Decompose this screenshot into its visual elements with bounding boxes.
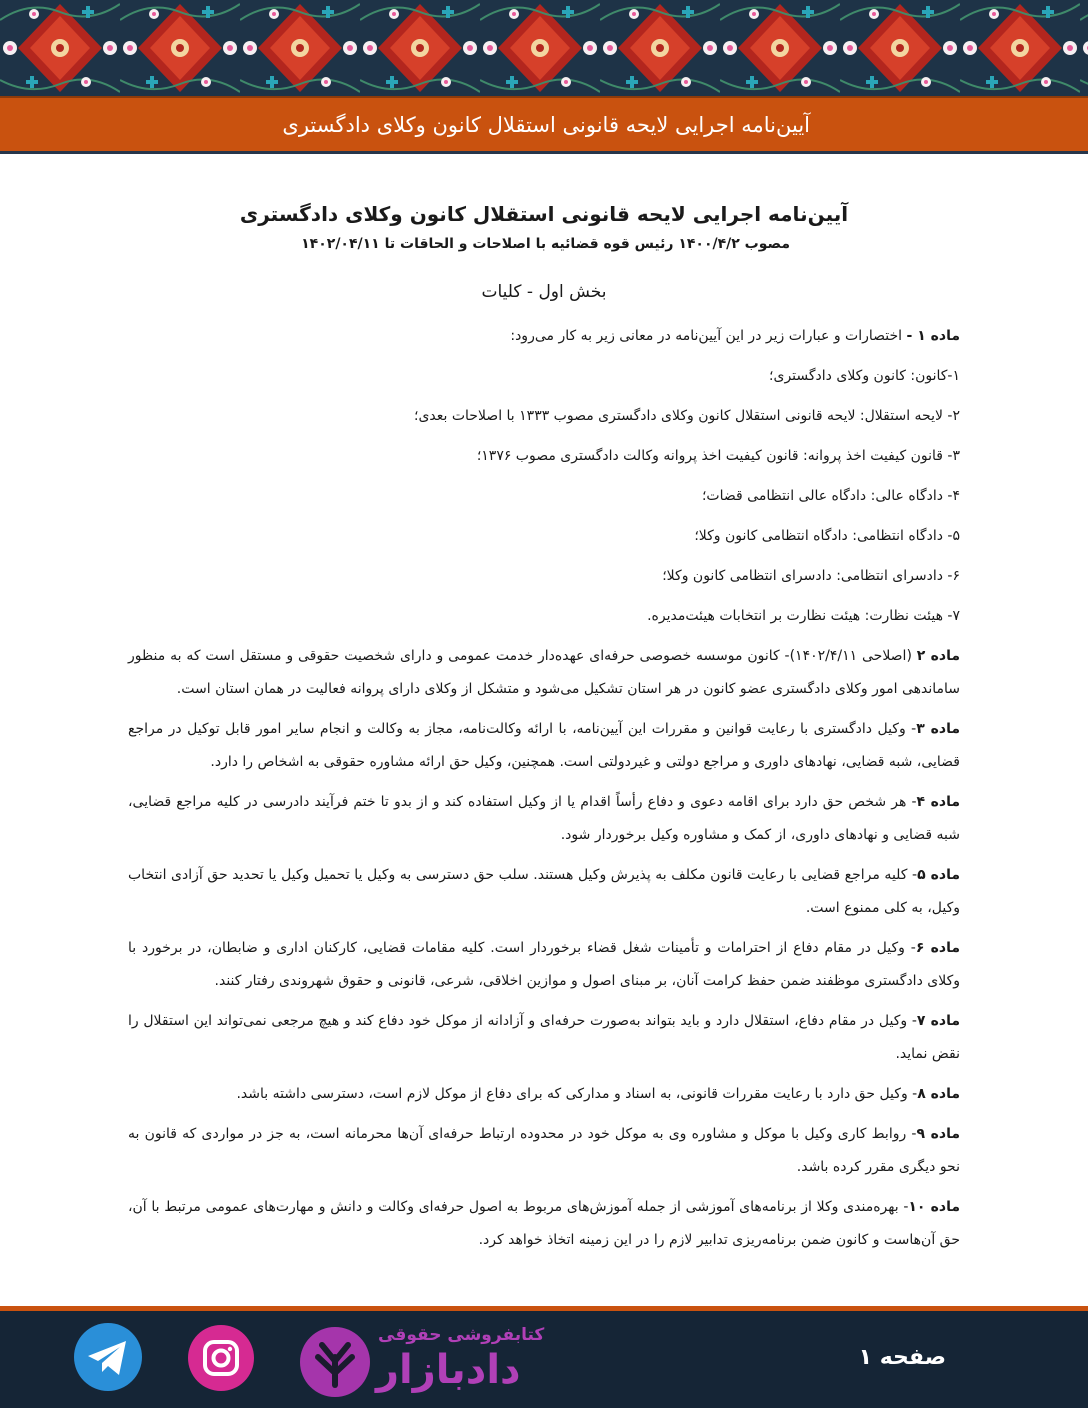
article-text: - وکیل حق دارد با رعایت مقررات قانونی، به اسناد و مدارکی که برای دفاع از موکل لازم است، دسترسی داشته باشد. [236, 1086, 918, 1102]
definition-item [128, 440, 960, 473]
article-text: - کلیه مراجع قضایی با رعایت قانون مکلف به پذیرش وکیل هستند. سلب حق دسترسی به وکیل یا تحمیل وکیل یا تحدید حق آزادی انتخاب وکیل، به کلی ممنوع است. [128, 867, 960, 916]
document-body [128, 170, 960, 1264]
article-label: ماده ۳ [916, 721, 960, 737]
brand-name: دادبازار [376, 1347, 521, 1393]
article-text: - وکیل دادگستری با رعایت قوانین و مقررات این آیین‌نامه، با ارائه وکالت‌نامه، مجاز به وکالت و انجام سایر امور قابل توکیل در مراجع قضایی، شبه قضایی، نهادهای داوری و مراجع دولتی و غیردولتی است. همچنین، وکیل حق ارائه مشاوره حقوقی به اشخاص را دارد. [128, 721, 960, 770]
ornamental-banner [0, 0, 1088, 96]
article-label: ماده ۵ [917, 867, 961, 883]
banner-title-bar [0, 96, 1088, 154]
brand-logo-icon [300, 1327, 370, 1397]
brand-tagline: کتابفروشی حقوقی [378, 1325, 545, 1345]
article-paragraph [128, 1005, 960, 1071]
article-label: ماده ۱۰ [908, 1199, 961, 1215]
article-label: ماده ۹ [916, 1126, 960, 1142]
brand-block[interactable] [300, 1321, 570, 1405]
article-label: ماده ۶ [915, 940, 960, 956]
section-title: بخش اول - کلیات [481, 282, 607, 302]
article-text: (اصلاحی ۱۴۰۲/۴/۱۱)- کانون موسسه خصوصی حرفه‌ای عهده‌دار خدمت عمومی و دارای شخصیت حقوقی و مستقل است که به منظور ساماندهی امور وکلای دادگستری عضو کانون در هر استان تشکیل می‌شود و متشکل از وکلای دارای پروانه فعالیت در همان استان است. [128, 648, 960, 697]
floral-pattern [0, 0, 1088, 96]
article-text: ۲- لایحه استقلال: لایحه قانونی استقلال کانون وکلای دادگستری مصوب ۱۳۳۳ با اصلاحات بعدی؛ [414, 408, 960, 424]
article-paragraph [128, 1118, 960, 1184]
article-list [128, 320, 960, 1257]
article-label: ماده ۸ [917, 1086, 960, 1102]
document-subtitle: مصوب ۱۴۰۰/۴/۲ رئیس قوه قضائیه با اصلاحات و الحاقات تا ۱۴۰۲/۰۴/۱۱ [301, 236, 790, 252]
article-text: ۷- هیئت نظارت: هیئت نظارت بر انتخابات هیئت‌مدیره. [647, 608, 960, 624]
article-text: اختصارات و عبارات زیر در این آیین‌نامه در معانی زیر به کار می‌رود: [510, 328, 907, 344]
definition-item [128, 360, 960, 393]
article-label: ماده ۷ [916, 1013, 961, 1029]
article-paragraph [128, 932, 960, 998]
article-text: ۶- دادسرای انتظامی: دادسرای انتظامی کانون وکلا؛ [662, 568, 960, 584]
article-text: - وکیل در مقام دفاع از احترامات و تأمینات شغل قضاء برخوردار است. کلیه مقامات قضایی، کارکنان اداری و ضابطان، در برخورد با وکلای دادگستری موظفند ضمن حفظ کرامت آنان، بر مبنای اصول و موازین اخلاقی، شرعی، قانونی و حقوق شهروندی رفتار کنند. [128, 940, 960, 989]
article-paragraph [128, 786, 960, 852]
page-number: صفحه ۱ [858, 1345, 946, 1370]
article-text: - روابط کاری وکیل با موکل و مشاوره وی به موکل خود در محدوده ارتباط حرفه‌ای آن‌ها محرمانه است، به جز در مواردی که قانون به نحو دیگری مقرر کرده باشد. [128, 1126, 960, 1175]
article-paragraph [128, 640, 960, 706]
article-text: - بهره‌مندی وکلا از برنامه‌های آموزشی از جمله آموزش‌های مربوط به اصول حرفه‌ای وکالت و دانش و مهارت‌های عمومی مرتبط با آن، حق آن‌هاست و کانون ضمن برنامه‌ریزی تدابیر لازم را در این زمینه اتخاذ خواهد کرد. [128, 1199, 960, 1248]
definition-item [128, 520, 960, 553]
article-label: ماده ۱ - [906, 328, 960, 344]
article-paragraph [128, 320, 960, 353]
article-paragraph [128, 1191, 960, 1257]
article-paragraph [128, 859, 960, 925]
article-label: ماده ۲ [916, 648, 960, 664]
definition-item [128, 560, 960, 593]
definition-item [128, 600, 960, 633]
article-text: ۱-کانون: کانون وکلای دادگستری؛ [769, 368, 960, 384]
article-text: ۴- دادگاه عالی: دادگاه عالی انتظامی قضات؛ [701, 488, 960, 504]
definition-item [128, 400, 960, 433]
telegram-icon[interactable] [74, 1323, 142, 1391]
article-text: - وکیل در مقام دفاع، استقلال دارد و باید بتواند به‌صورت حرفه‌ای و آزادانه از موکل خود دفاع کند و هیچ مرجعی نمی‌تواند این استقلال را نقض نماید. [128, 1013, 960, 1062]
instagram-icon[interactable] [188, 1325, 254, 1391]
page-footer [0, 1306, 1088, 1408]
article-label: ماده ۴ [916, 794, 960, 810]
article-paragraph [128, 713, 960, 779]
article-paragraph [128, 1078, 960, 1111]
article-text: ۳- قانون کیفیت اخذ پروانه: قانون کیفیت اخذ پروانه وکالت دادگستری مصوب ۱۳۷۶؛ [476, 448, 960, 464]
article-text: - هر شخص حق دارد برای اقامه دعوی و دفاع رأساً اقدام یا از وکیل استفاده کند و از بدو تا ختم فرآیند دادرسی در کلیه مراجع قضایی، شبه قضایی و نهادهای داوری، از کمک و مشاوره وکیل برخوردار شود. [128, 794, 960, 843]
article-text: ۵- دادگاه انتظامی: دادگاه انتظامی کانون وکلا؛ [694, 528, 960, 544]
definition-item [128, 480, 960, 513]
document-title: آیین‌نامه اجرایی لایحه قانونی استقلال کانون وکلای دادگستری [239, 202, 849, 226]
banner-title: آیین‌نامه اجرایی لایحه قانونی استقلال کانون وکلای دادگستری [282, 112, 810, 137]
